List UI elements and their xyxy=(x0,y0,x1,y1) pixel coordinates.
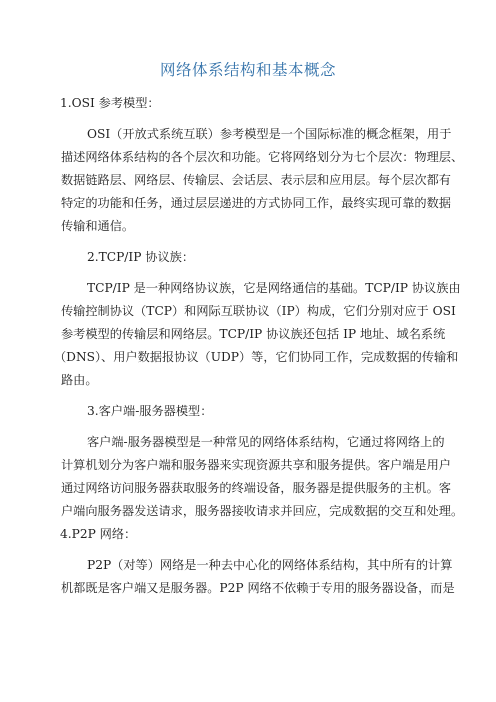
paragraph-line: 路由。 xyxy=(61,373,98,387)
section-heading-p2p: 4.P2P 网络： xyxy=(60,527,137,541)
paragraph-line: P2P（对等）网络是一种去中心化的网络体系结构，其中所有的计算 xyxy=(87,558,453,572)
section-heading-osi: 1.OSI 参考模型： xyxy=(60,96,160,110)
document-title: 网络体系结构和基本概念 xyxy=(159,61,336,79)
section-heading-tcpip: 2.TCP/IP 协议族： xyxy=(87,250,195,264)
paragraph-line: TCP/IP 是一种网络协议族，它是网络通信的基础。TCP/IP 协议族由 xyxy=(87,281,461,295)
paragraph-line: 传输控制协议（TCP）和网际互联协议（IP）构成，它们分别对应于 OSI xyxy=(61,304,456,318)
paragraph-line: 机都既是客户端又是服务器。P2P 网络不依赖于专用的服务器设备，而是 xyxy=(61,581,455,595)
paragraph-line: 参考模型的传输层和网络层。TCP/IP 协议族还包括 IP 地址、域名系统 xyxy=(61,327,446,341)
paragraph-line: OSI（开放式系统互联）参考模型是一个国际标准的概念框架，用于 xyxy=(87,127,452,141)
paragraph-line: 数据链路层、网络层、传输层、会话层、表示层和应用层。每个层次都有 xyxy=(61,173,451,187)
paragraph-line: （DNS）、用户数据报协议（UDP）等，它们协同工作，完成数据的传输和 xyxy=(54,350,459,364)
section-heading-client-server: 3.客户端-服务器模型： xyxy=(87,404,213,418)
paragraph-line: 描述网络体系结构的各个层次和功能。它将网络划分为七个层次：物理层、 xyxy=(61,150,464,164)
paragraph-line: 客户端-服务器模型是一种常见的网络体系结构，它通过将网络上的 xyxy=(87,435,445,449)
paragraph-line: 户端向服务器发送请求，服务器接收请求并回应，完成数据的交互和处理。 xyxy=(61,504,464,518)
paragraph-line: 通过网络访问服务器获取服务的终端设备，服务器是提供服务的主机。客 xyxy=(61,481,451,495)
paragraph-line: 计算机划分为客户端和服务器来实现资源共享和服务提供。客户端是用户 xyxy=(61,458,451,472)
paragraph-line: 特定的功能和任务，通过层层递进的方式协同工作，最终实现可靠的数据 xyxy=(61,196,451,210)
paragraph-line: 传输和通信。 xyxy=(61,219,135,233)
